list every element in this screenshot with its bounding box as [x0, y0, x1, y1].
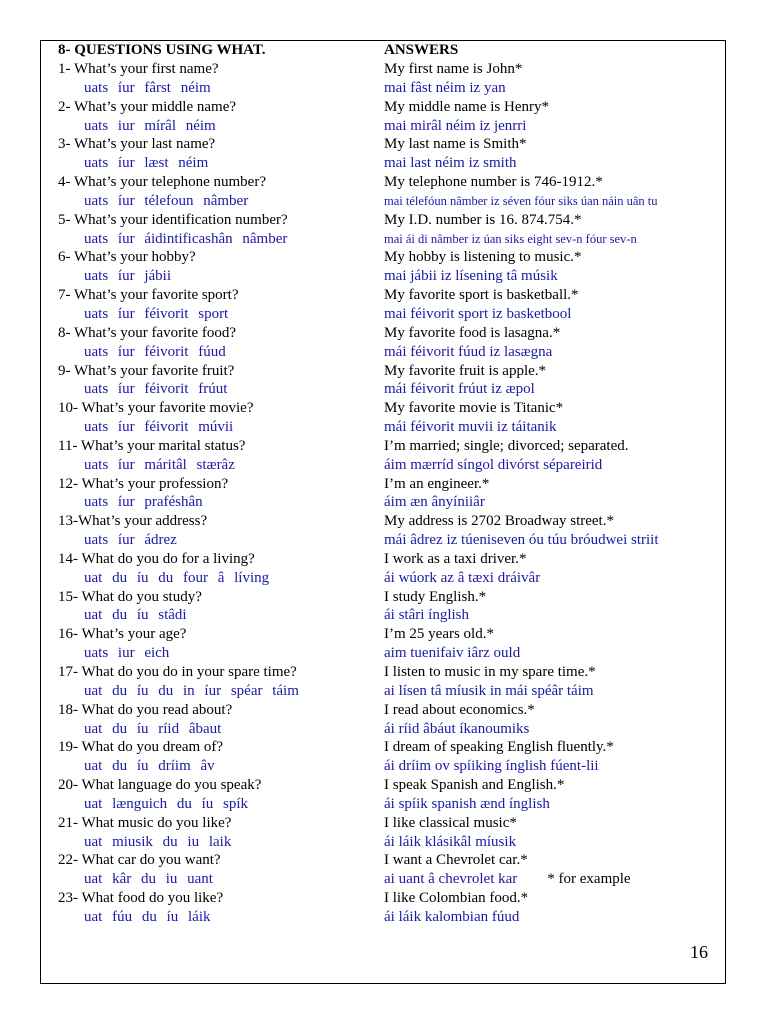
answer-text: I’m married; single; divorced; separated. [384, 437, 629, 454]
answer-pronunciation: áim æn ânyíniiâr [384, 494, 485, 511]
question-text: 3- What’s your last name? [58, 136, 216, 153]
question-text: 21- What music do you like? [58, 814, 232, 831]
answer-text: My favorite sport is basketball.* [384, 287, 579, 304]
answer-text: I dream of speaking English fluently.* [384, 739, 614, 756]
answer-pronunciation: mai last néim iz smith [384, 155, 517, 172]
answer-text: My first name is John* [384, 61, 523, 77]
question-pronunciation: uat du íu du in íur spéar táim [84, 682, 299, 699]
question-pronunciation: uats íur féivorit frúut [84, 381, 228, 398]
question-text: 18- What do you read about? [58, 701, 233, 718]
question-text: 9- What’s your favorite fruit? [58, 362, 235, 379]
question-text: 6- What’s your hobby? [58, 249, 196, 266]
answer-pronunciation: mái féivorit fúud iz lasægna [384, 343, 553, 360]
example-note: * for example [547, 871, 631, 888]
question-text: 2- What’s your middle name? [58, 98, 237, 115]
answer-text: I like classical music* [384, 814, 517, 831]
question-pronunciation: uats íur féivorit múvii [84, 419, 234, 436]
question-pronunciation: uat du íu stâdi [84, 607, 187, 624]
section-title: 8- QUESTIONS USING WHAT. [58, 42, 266, 58]
question-text: 13-What’s your address? [58, 513, 208, 530]
question-text: 12- What’s your profession? [58, 475, 229, 492]
question-text: 17- What do you do in your spare time? [58, 664, 297, 680]
questions-list [58, 60, 378, 927]
question-pronunciation: uats íur praféshân [84, 494, 203, 511]
question-pronunciation: uat fúu du íu láik [84, 908, 211, 925]
question-text: 1- What’s your first name? [58, 61, 219, 77]
page-number: 16 [690, 942, 708, 962]
question-pronunciation: uats íur féivorit sport [84, 305, 229, 322]
answer-text: I study English.* [384, 588, 487, 605]
question-pronunciation: uat kâr du iu uant [84, 871, 213, 888]
question-text: 15- What do you study? [58, 588, 202, 605]
question-pronunciation: uat du íu ríid âbaut [84, 720, 222, 737]
answer-text: My favorite food is lasagna.* [384, 324, 561, 341]
answer-text: My favorite movie is Titanic* [384, 400, 564, 417]
question-text: 11- What’s your marital status? [58, 437, 246, 454]
answer-pronunciation: ái láik kalombian fúud [384, 908, 520, 925]
question-text: 14- What do you do for a living? [58, 550, 255, 567]
question-text: 16- What’s your age? [58, 626, 187, 643]
answer-pronunciation: aim tuenifaiv iârz ould [384, 645, 521, 662]
answer-pronunciation: mái féivorit frúut iz æpol [384, 381, 535, 398]
question-pronunciation: uats íur jábii [84, 268, 171, 285]
answer-pronunciation: mai ái di nâmber iz úan siks eight sev-n fóur sev-n [384, 231, 637, 246]
answer-pronunciation: mai télefóun nâmber iz séven fóur siks úan náin uân tu [384, 193, 658, 208]
question-pronunciation: uat du íu dríim âv [84, 758, 215, 775]
answers-list [384, 60, 724, 927]
question-pronunciation: uats íur fârst néim [84, 79, 211, 96]
question-text: 22- What car do you want? [58, 852, 221, 869]
question-pronunciation: uats íur læst néim [84, 155, 209, 172]
question-text: 5- What’s your identification number? [58, 211, 288, 228]
answer-text: I work as a taxi driver.* [384, 550, 527, 567]
answer-text: My telephone number is 746-1912.* [384, 174, 603, 191]
questions-column [58, 40, 378, 927]
question-pronunciation: uats iur mírâl néim [84, 117, 216, 134]
question-text: 10- What’s your favorite movie? [58, 400, 254, 417]
answer-text: My middle name is Henry* [384, 98, 549, 115]
answer-pronunciation: ái stâri ínglish [384, 607, 469, 624]
question-pronunciation: uats íur ádrez [84, 532, 177, 549]
answer-pronunciation: ái spíik spanish ænd ínglish [384, 795, 550, 812]
question-text: 20- What language do you speak? [58, 777, 262, 794]
answer-pronunciation: ái dríim ov spíiking ínglish fúent-lii [384, 758, 599, 775]
question-pronunciation: uats iur eich [84, 645, 170, 662]
answer-pronunciation: áim mærríd síngol divórst sépareirid [384, 456, 603, 473]
answer-text: My last name is Smith* [384, 136, 527, 153]
question-text: 19- What do you dream of? [58, 739, 224, 756]
question-pronunciation: uat du íu du four â líving [84, 569, 270, 586]
question-pronunciation: uats íur féivorit fúud [84, 343, 226, 360]
answer-text: I’m an engineer.* [384, 475, 490, 492]
answer-text: I listen to music in my spare time.* [384, 664, 596, 680]
answer-pronunciation: ái láik klásikâl míusik [384, 833, 517, 850]
answer-pronunciation: mai mirâl néim iz jenrri [384, 117, 527, 134]
answer-text: My hobby is listening to music.* [384, 249, 582, 266]
answer-pronunciation: mai féivorit sport iz basketbool [384, 305, 572, 322]
answer-text: I’m 25 years old.* [384, 626, 494, 643]
answer-text: My I.D. number is 16. 874.754.* [384, 211, 582, 228]
answer-text: My favorite fruit is apple.* [384, 362, 547, 379]
answer-pronunciation: ái wúork az â tæxi dráivâr [384, 569, 541, 586]
answers-title: ANSWERS [384, 42, 459, 58]
answer-pronunciation: ái ríid âbáut íkanoumiks [384, 720, 530, 737]
answer-text: I speak Spanish and English.* [384, 777, 565, 794]
question-text: 4- What’s your telephone number? [58, 174, 266, 191]
question-pronunciation: uats íur áidintificashân nâmber [84, 230, 288, 247]
answer-pronunciation: mái âdrez iz túeniseven óu túu bróudwei striit [384, 532, 659, 549]
question-pronunciation: uat miusik du iu laik [84, 833, 232, 850]
answers-column [384, 40, 724, 927]
question-pronunciation: uat længuich du íu spík [84, 795, 248, 812]
answer-text: I like Colombian food.* [384, 890, 529, 907]
answer-pronunciation: mái féivorit muvii iz táitanik [384, 419, 557, 436]
question-text: 7- What’s your favorite sport? [58, 287, 239, 304]
answer-text: I want a Chevrolet car.* [384, 852, 528, 869]
answer-pronunciation: mai fâst néim iz yan [384, 79, 506, 96]
question-pronunciation: uats íur télefoun nâmber [84, 192, 249, 209]
answer-text: I read about economics.* [384, 701, 535, 718]
answer-pronunciation [384, 870, 724, 889]
answer-pronunciation-text: ai uant â chevrolet kar [384, 871, 518, 888]
answer-text: My address is 2702 Broadway street.* [384, 513, 614, 530]
question-text: 23- What food do you like? [58, 890, 224, 907]
answer-pronunciation: ai lísen tâ míusik in mái spéâr táim [384, 682, 594, 699]
question-pronunciation: uats íur máritâl stærâz [84, 456, 235, 473]
answer-pronunciation: mai jábii iz lísening tâ músik [384, 268, 558, 285]
question-text: 8- What’s your favorite food? [58, 324, 237, 341]
